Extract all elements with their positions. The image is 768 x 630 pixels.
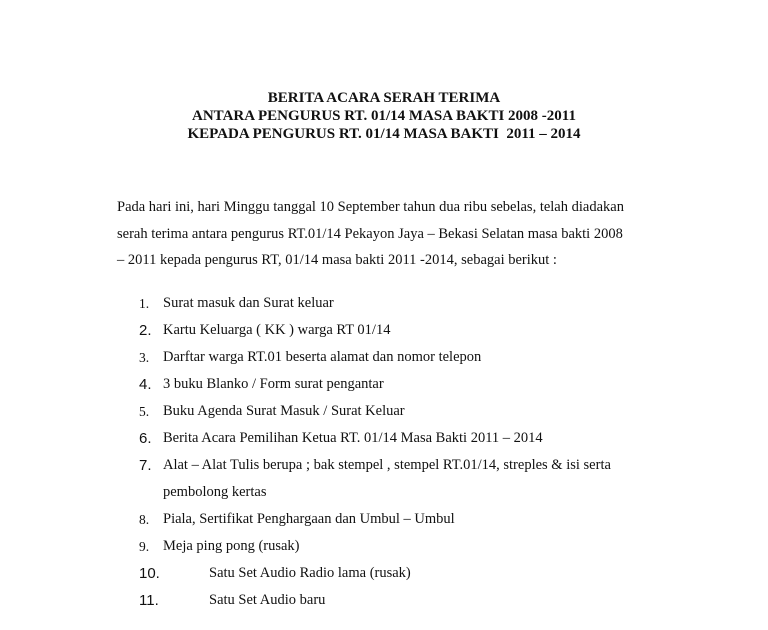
list-item-text: 3 buku Blanko / Form surat pengantar (163, 376, 384, 392)
list-item-text: Darftar warga RT.01 beserta alamat dan nomor telepon (163, 349, 482, 365)
list-item-text-block (163, 452, 663, 506)
list-item-text: Buku Agenda Surat Masuk / Surat Keluar (163, 403, 405, 419)
list-item-number: 5. (139, 404, 150, 419)
list-item-text: Kartu Keluarga ( KK ) warga RT 01/14 (163, 322, 391, 338)
list-item-text: Meja ping pong (rusak) (163, 538, 300, 554)
list-item-text: Alat – Alat Tulis berupa ; bak stempel , stempel RT.01/14, streples & isi serta (163, 457, 611, 473)
list-item-number: 1. (139, 296, 150, 311)
list-item-number: 9. (139, 539, 150, 554)
list-item (0, 506, 768, 533)
intro-paragraph (117, 194, 663, 274)
list-item (0, 371, 768, 398)
list-item (0, 533, 768, 560)
list-item-text: Piala, Sertifikat Penghargaan dan Umbul – Umbul (163, 511, 455, 527)
list-item-number: 3. (139, 350, 150, 365)
list-item-text: Berita Acara Pemilihan Ketua RT. 01/14 Masa Bakti 2011 – 2014 (163, 430, 543, 446)
list-item (0, 290, 768, 317)
list-item (0, 587, 768, 614)
title-line-1: BERITA ACARA SERAH TERIMA (267, 90, 501, 106)
list-item-number: 8. (139, 512, 150, 527)
title-line-3: KEPADA PENGURUS RT. 01/14 MASA BAKTI 2011 – 2014 (187, 126, 581, 142)
list-item (0, 317, 768, 344)
list-item-text-continuation: pembolong kertas (163, 484, 267, 500)
list-item (0, 560, 768, 587)
list-item-text: Surat masuk dan Surat keluar (163, 295, 334, 311)
list-item (0, 398, 768, 425)
list-item (0, 452, 768, 506)
list-item-number: 2. (139, 322, 152, 339)
list-item (0, 344, 768, 371)
list-item (0, 425, 768, 452)
list-item-number: 4. (139, 376, 152, 393)
list-item-number: 10. (139, 565, 160, 582)
list-item-text: Satu Set Audio Radio lama (rusak) (209, 565, 411, 581)
title-line-2: ANTARA PENGURUS RT. 01/14 MASA BAKTI 2008 -2011 (192, 108, 576, 124)
intro-line-3: – 2011 kepada pengurus RT, 01/14 masa bakti 2011 -2014, sebagai berikut : (117, 252, 557, 268)
list-item-number: 11. (139, 592, 159, 609)
intro-line-1: Pada hari ini, hari Minggu tanggal 10 September tahun dua ribu sebelas, telah diadakan (117, 199, 624, 215)
document-title (0, 89, 768, 143)
handover-items-list (0, 290, 768, 614)
intro-line-2: serah terima antara pengurus RT.01/14 Pekayon Jaya – Bekasi Selatan masa bakti 2008 (117, 225, 623, 242)
list-item-number: 6. (139, 430, 152, 447)
list-item-text: Satu Set Audio baru (209, 592, 326, 608)
list-item-number: 7. (139, 457, 152, 474)
